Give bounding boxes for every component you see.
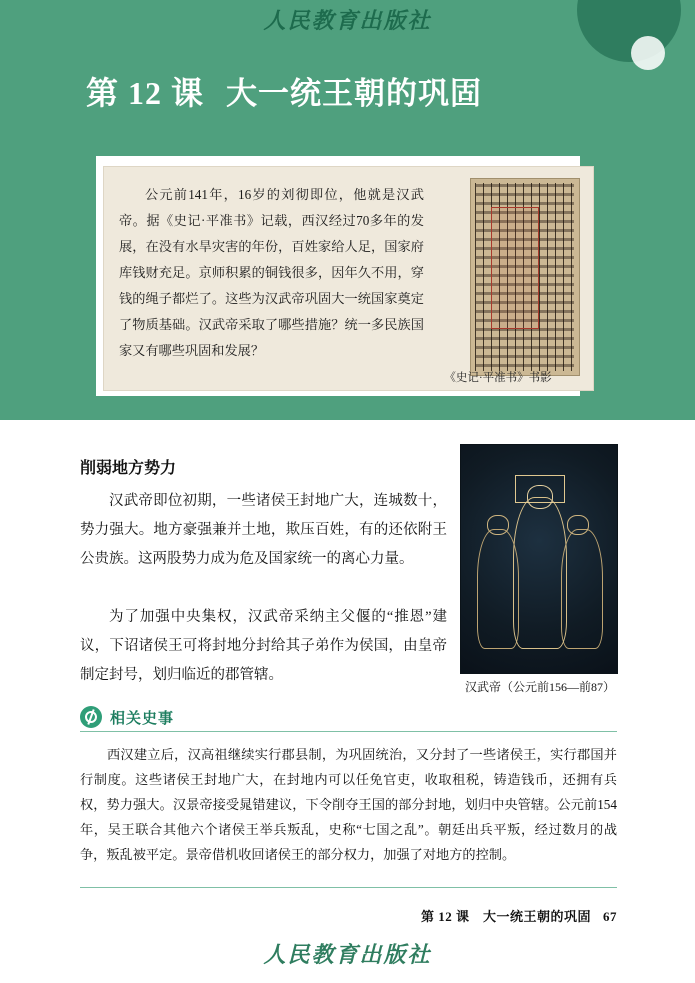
banner-bottom-strip bbox=[0, 396, 695, 420]
related-history-title: 相关史事 bbox=[110, 710, 175, 727]
page-number: 67 bbox=[603, 909, 617, 924]
section-heading: 削弱地方势力 bbox=[80, 460, 177, 477]
publisher-mark-top: 人民教育出版社 bbox=[263, 8, 432, 33]
page-footer bbox=[421, 906, 617, 925]
figure-caption: 汉武帝（公元前156—前87） bbox=[464, 680, 615, 694]
banner-left-column bbox=[0, 155, 96, 420]
history-badge-icon bbox=[80, 706, 102, 728]
page-title bbox=[86, 68, 482, 114]
intro-paragraph: 公元前141年，16岁的刘彻即位，他就是汉武帝。据《史记·平准书》记载，西汉经过70多年的发展，在没有水旱灾害的年份，百姓家给人足，国家府库钱财充足。京师积累的铜钱很多，因年久不用，穿钱的绳子都烂了。这些为汉武帝巩固大一统国家奠定了物质基础。汉武帝采取了哪些措施？统一多民族国家又有哪些巩固和发展？ bbox=[119, 187, 424, 358]
body-paragraph-1: 汉武帝即位初期，一些诸侯王封地广大，连城数十，势力强大。地方豪强兼并土地，欺压百姓，有的还依附王公贵族。这两股势力成为危及国家统一的离心力量。 bbox=[80, 493, 447, 567]
related-history-divider-bottom bbox=[80, 887, 617, 888]
footer-lesson-ref: 第 12 课 大一统王朝的巩固 bbox=[420, 909, 591, 924]
decorative-inner-circle-icon bbox=[631, 36, 665, 70]
related-history-body: 西汉建立后，汉高祖继续实行郡县制，为巩固统治，又分封了一些诸侯王，实行郡国并行制度。这些诸侯王封地广大，在封地内可以任免官吏，收取租税，铸造钱币，还拥有兵权，势力强大。汉景帝接受晁错建议，下令削夺王国的部分封地，划归中央管辖。公元前154年，吴王联合其他六个诸侯王举兵叛乱，史称“七国之乱”。朝廷出兵平叛，经过数月的战争，叛乱被平定。景帝借机收回诸侯王的部分权力，加强了对地方的控制。 bbox=[80, 747, 617, 862]
book-red-frame bbox=[491, 207, 539, 329]
portrait-attendant-right-head bbox=[567, 515, 589, 535]
portrait-emperor-figure bbox=[513, 497, 567, 649]
lesson-title: 大一统王朝的巩固 bbox=[226, 76, 483, 111]
intro-image-caption: 《史记·平准书》书影 bbox=[444, 372, 552, 384]
related-history-divider-top bbox=[80, 731, 617, 732]
intro-panel bbox=[103, 166, 594, 391]
emperor-portrait-image bbox=[460, 444, 618, 674]
lesson-number: 第 12 课 bbox=[86, 75, 205, 111]
banner-right-column bbox=[580, 155, 695, 420]
ancient-book-image bbox=[470, 178, 580, 376]
body-paragraph-2: 为了加强中央集权，汉武帝采纳主父偃的“推恩”建议，下诏诸侯王可将封地分封给其子弟作为侯国，由皇帝制定封号，划归临近的郡管辖。 bbox=[80, 609, 447, 683]
portrait-emperor-head bbox=[527, 485, 553, 509]
portrait-attendant-right bbox=[561, 529, 603, 649]
publisher-mark-bottom: 人民教育出版社 bbox=[263, 942, 432, 967]
portrait-attendant-left-head bbox=[487, 515, 509, 535]
related-history-header bbox=[80, 706, 174, 728]
